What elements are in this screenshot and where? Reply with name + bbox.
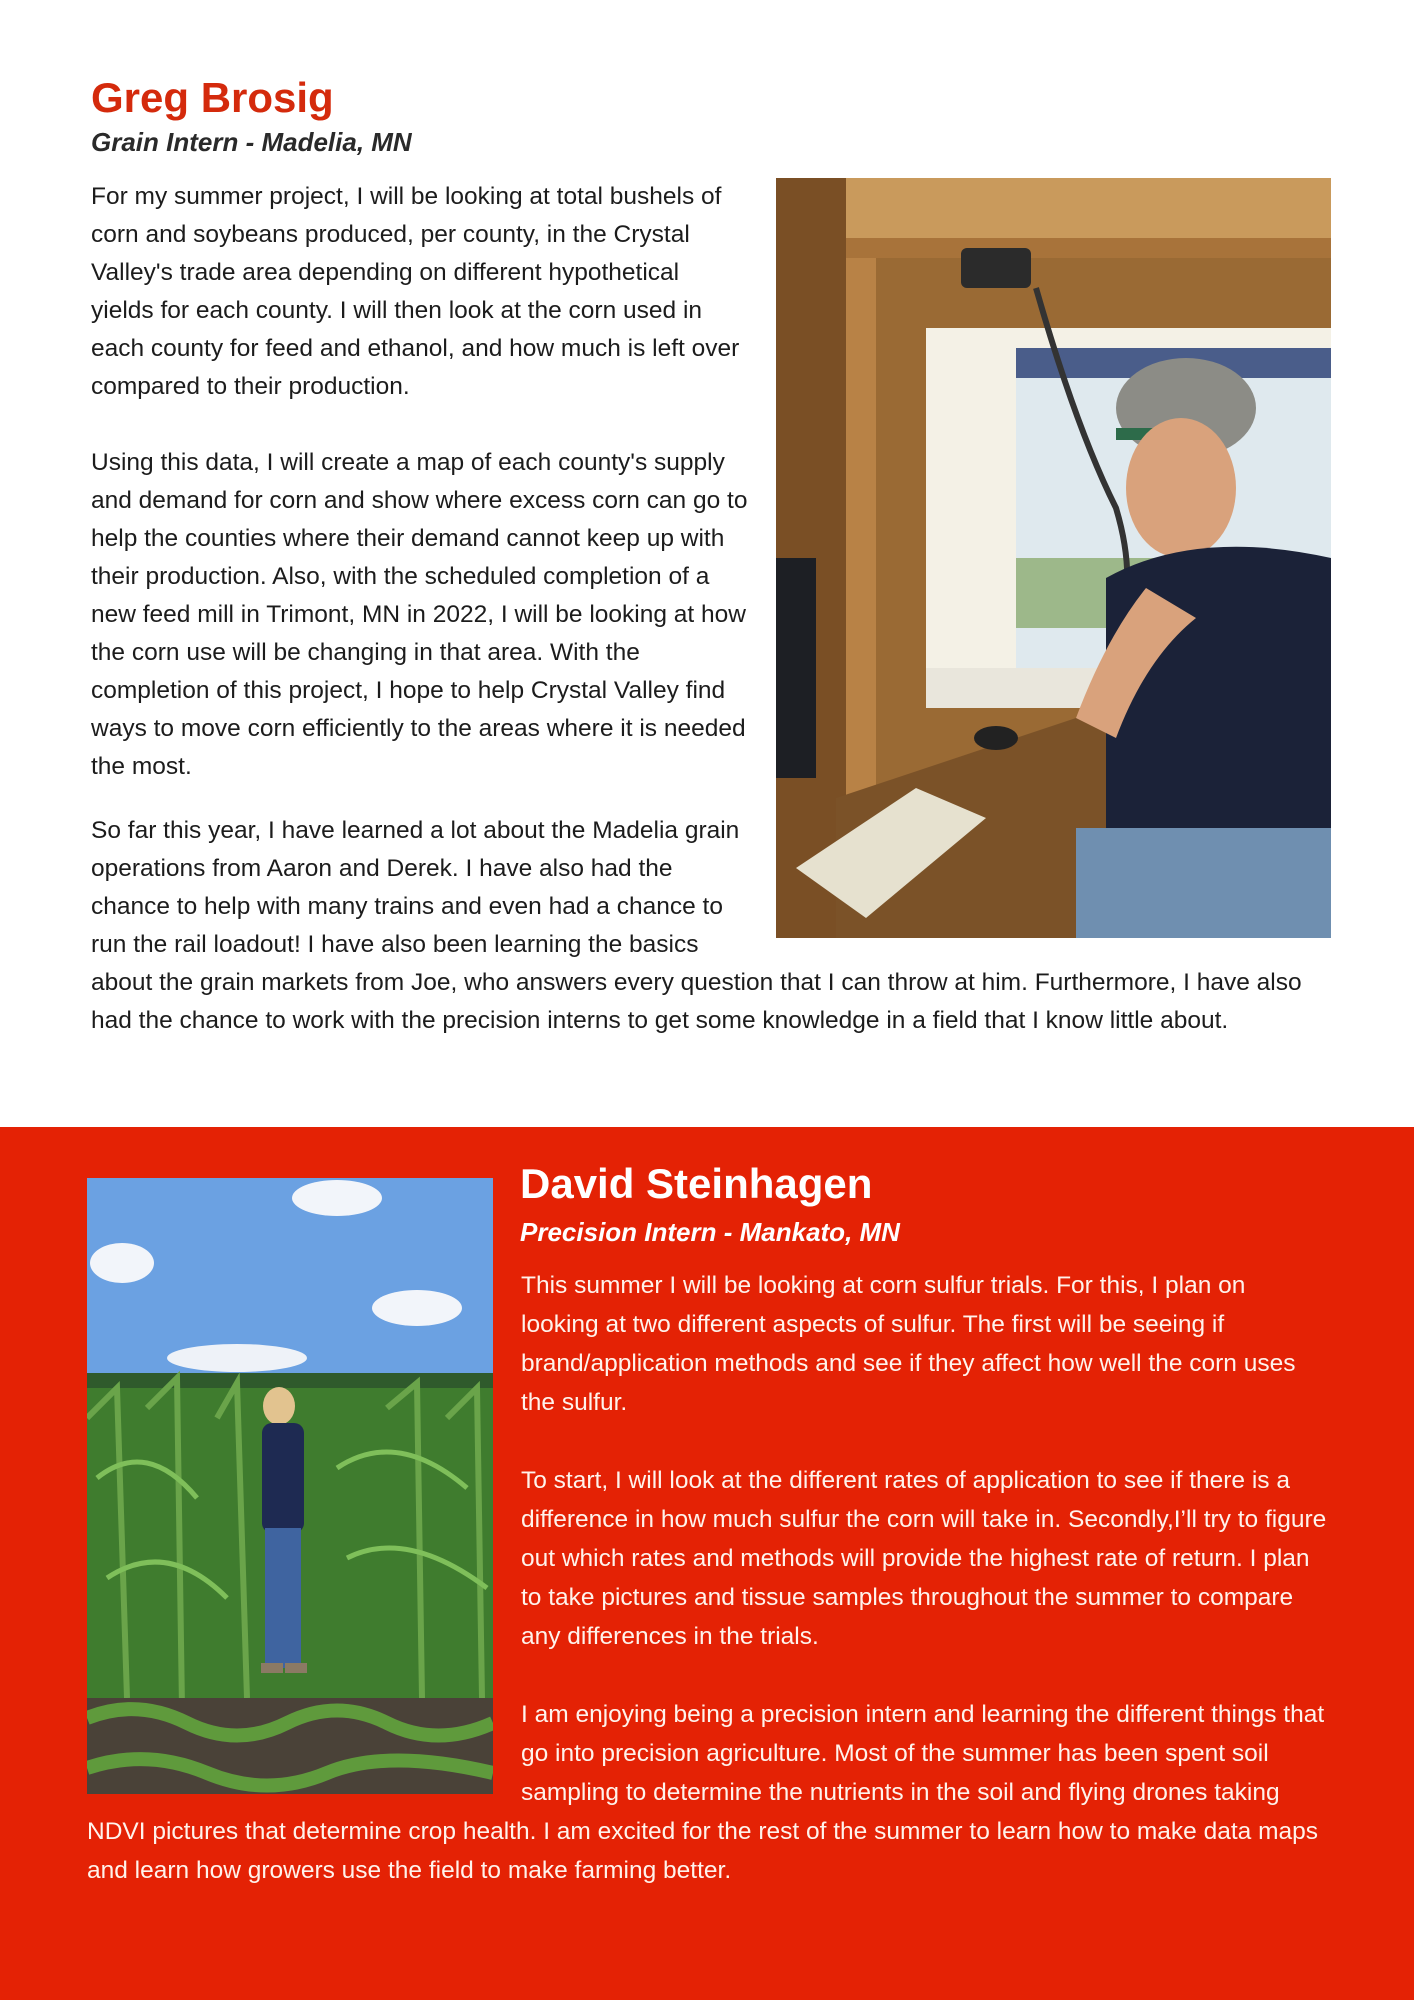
david-body-text <box>87 1266 1327 1929</box>
greg-body-text <box>91 178 1331 1078</box>
greg-photo <box>776 178 1331 938</box>
david-name-heading: David Steinhagen <box>520 1160 873 1207</box>
greg-role-subheading: Grain Intern - Madelia, MN <box>91 127 412 157</box>
david-photo <box>87 1178 493 1794</box>
david-paragraph-2: To start, I will look at the different rates of application to see if there is a difference in how much sulfur the corn will take in. Secondly,I’ll try to figure out which rates and methods will provide the highest rate of return. I plan to take pictures and tissue samples throughout the summer to compare any differences in the trials. <box>521 1467 1327 1650</box>
greg-paragraph-3: So far this year, I have learned a lot about the Madelia grain operations from Aaron and Derek. I have also had the chance to help with many trains and even had a chance to run the rail loadout! I have also been learning the basics about the grain markets from Joe, who answers every question that I can throw at him. Furthermore, I have also had the chance to work with the precision interns to get some knowledge in a field that I know little about. <box>91 817 1302 1034</box>
greg-paragraph-2: Using this data, I will create a map of each county's supply and demand for corn and show where excess corn can go to help the counties where their demand cannot keep up with their production. Also, with the scheduled completion of a new feed mill in Trimont, MN in 2022, I will be looking at how the corn use will be changing in that area. With the completion of this project, I hope to help Crystal Valley find ways to move corn efficiently to the areas where it is needed the most. <box>91 449 748 780</box>
greg-paragraph-1: For my summer project, I will be looking at total bushels of corn and soybeans produced, per county, in the Crystal Valley's trade area depending on different hypothetical yields for each county. I will then look at the corn used in each county for feed and ethanol, and how much is left over compared to their production. <box>91 183 740 400</box>
david-paragraph-1: This summer I will be looking at corn sulfur trials. For this, I plan on looking at two different aspects of sulfur. The first will be seeing if brand/application methods and see if they affect how well the corn uses the sulfur. <box>521 1272 1296 1416</box>
david-role-subheading: Precision Intern - Mankato, MN <box>520 1217 900 1247</box>
david-paragraph-3: I am enjoying being a precision intern and learning the different things that go into precision agriculture. Most of the summer has been spent soil sampling to determine the nutrients in the soil and flying drones taking NDVI pictures that determine crop health. I am excited for the rest of the summer to learn how to make data maps and learn how growers use the field to make farming better. <box>87 1701 1325 1884</box>
greg-name-heading: Greg Brosig <box>91 74 334 121</box>
